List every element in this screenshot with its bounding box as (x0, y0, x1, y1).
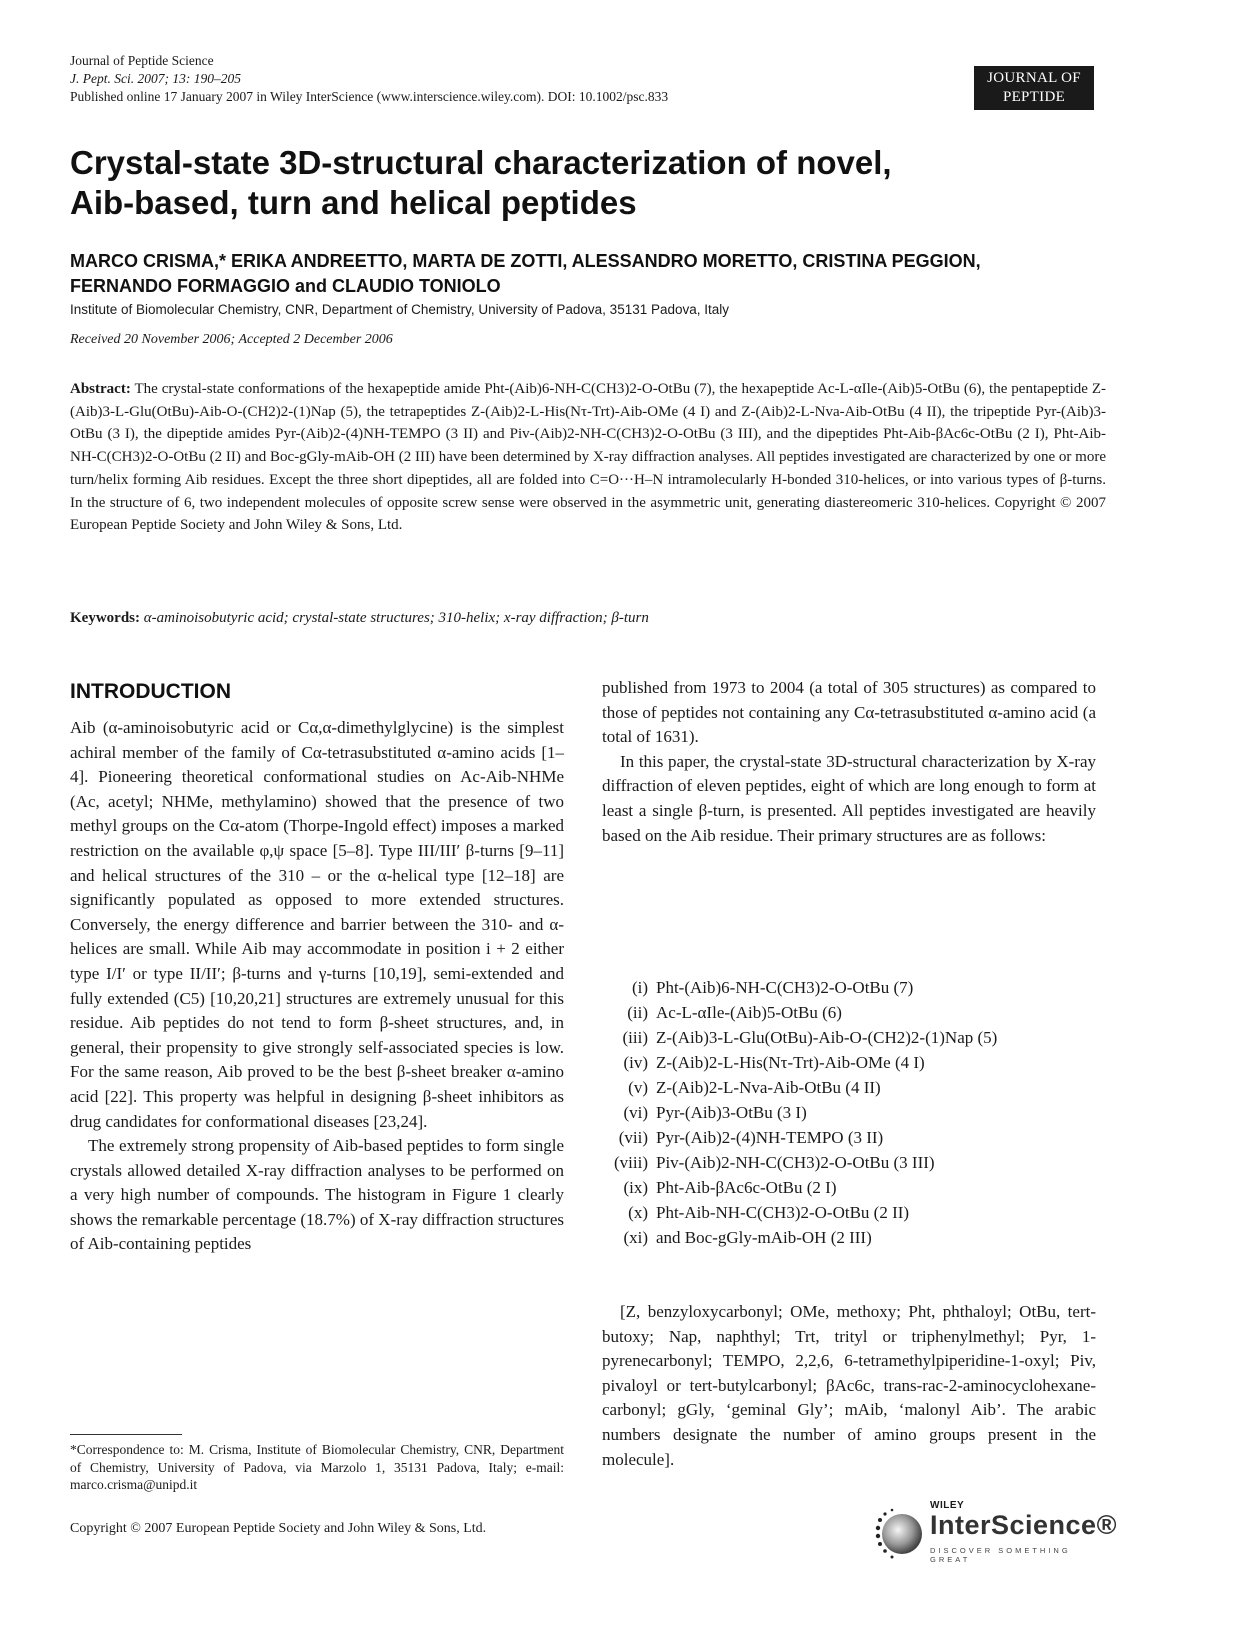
globe-icon (872, 1506, 928, 1562)
list-item: (vi) Pyr-(Aib)3-OtBu (3 I) (623, 1103, 807, 1122)
copyright-notice: Copyright © 2007 European Peptide Society and John Wiley & Sons, Ltd. (70, 1521, 487, 1536)
wiley-interscience-logo (872, 1500, 1117, 1570)
paragraph: The extremely strong propensity of Aib-based peptides to form single crystals allowed detailed X-ray diffraction analyses to be performed on a very high number of compounds. The histogram in Figure 1 clearly shows the remarkable percentage (18.7%) of X-ray diffraction structures of Aib-containing peptides (70, 1136, 564, 1254)
authors-line-1: MARCO CRISMA,* ERIKA ANDREETTO, MARTA DE ZOTTI, ALESSANDRO MORETTO, CRISTINA PEGGION, (70, 251, 981, 271)
section-heading-introduction: INTRODUCTION (70, 680, 231, 703)
keywords (70, 610, 649, 627)
article-title (70, 143, 1110, 223)
paragraph: In this paper, the crystal-state 3D-structural characterization by X-ray diffraction of eleven peptides, eight of which are long enough to form at least a single β-turn, is presented. All peptides investigated are heavily based on the Aib residue. Their primary structures are as follows: (602, 751, 1096, 845)
correspondence-footnote: *Correspondence to: M. Crisma, Institute of Biomolecular Chemistry, CNR, Department of Chemistry, University of Padova, via Marzolo 1, 35131 Padova, Italy; e-mail: marco.crisma@unipd.it (70, 1442, 564, 1492)
list-item: (v) Z-(Aib)2-L-Nva-Aib-OtBu (4 II) (628, 1078, 881, 1097)
list-item: (iv) Z-(Aib)2-L-His(Nτ-Trt)-Aib-OMe (4 I) (623, 1053, 925, 1072)
footnote-rule (70, 1434, 182, 1435)
publication-info: Published online 17 January 2007 in Wiley InterScience (www.interscience.wiley.com). DOI: 10.1002/psc.833 (70, 89, 669, 104)
abstract-label: Abstract: (70, 381, 131, 397)
wiley-wordmark: WILEY (930, 1500, 965, 1511)
paragraph: published from 1973 to 2004 (a total of 305 structures) as compared to those of peptides not containing any Cα-tetrasubstituted α-amino acid (a total of 1631). (602, 678, 1096, 747)
authors-line-2: FERNANDO FORMAGGIO and CLAUDIO TONIOLO (70, 276, 501, 296)
received-dates: Received 20 November 2006; Accepted 2 December 2006 (70, 332, 393, 347)
journal-name: Journal of Peptide Science (70, 53, 214, 68)
author-list (70, 249, 1130, 299)
list-item: (vii) Pyr-(Aib)2-(4)NH-TEMPO (3 II) (618, 1128, 884, 1147)
left-column-body (70, 716, 564, 1257)
journal-logo-line2: PEPTIDE SCIENCE (1001, 89, 1067, 124)
journal-logo (974, 66, 1094, 124)
list-item: (viii) Piv-(Aib)2-NH-C(CH3)2-O-OtBu (3 III) (614, 1153, 935, 1172)
paragraph: Aib (α-aminoisobutyric acid or Cα,α-dimethylglycine) is the simplest achiral member of the family of Cα-tetrasubstituted α-amino acids [1–4]. Pioneering theoretical conformational studies on Ac-Aib-NHMe (Ac, acetyl; NHMe, methylamino) showed that the presence of two methyl groups on the Cα-atom (Thorpe-Ingold effect) imposes a marked restriction on the available φ,ψ space [5–8]. Type III/III′ β-turns [9–11] and helical structures of the 310 – or the α-helical type [12–18] are significantly populated as opposed to more extended structures. Conversely, the energy difference and barrier between the 310- and α-helices are small. While Aib may accommodate in position i + 2 either type I/I′ or type II/II′; β-turns and γ-turns [10,19], semi-extended and fully extended (C5) [10,20,21] structures are extremely unusual for this residue. Aib peptides do not tend to form β-sheet structures, and, in general, their propensity to give strongly self-associated species is low. For the same reason, Aib proved to be the best β-sheet breaker α-amino acid [22]. This property was helpful in designing β-sheet inhibitors as drug candidates for conformational diseases [23,24]. (70, 718, 564, 1131)
journal-logo-line1: JOURNAL OF (987, 70, 1081, 86)
journal-citation: J. Pept. Sci. 2007; 13: 190–205 (70, 71, 241, 86)
keywords-label: Keywords: (70, 610, 140, 626)
list-item: (x) Pht-Aib-NH-C(CH3)2-O-OtBu (2 II) (628, 1203, 910, 1222)
list-item: (i) Pht-(Aib)6-NH-C(CH3)2-O-OtBu (7) (631, 978, 914, 997)
abstract (70, 378, 1106, 537)
peptide-list (602, 975, 997, 1250)
title-line-2: Aib-based, turn and helical peptides (70, 184, 637, 221)
paragraph: [Z, benzyloxycarbonyl; OMe, methoxy; Pht, phthaloyl; OtBu, tert-butoxy; Nap, naphthyl; Trt, trityl or triphenylmethyl; Pyr, 1-pyrenecarbonyl; TEMPO, 2,2,6, 6-tetramethylpiperidine-1-oxyl; Piv, pivaloyl or tert-butylcarbonyl; βAc6c, trans-rac-2-aminocyclohexane-carbonyl; gGly, ‘geminal Gly’; mAib, ‘malonyl Aib’. The arabic numbers designate the number of amino groups present in the molecule]. (602, 1302, 1096, 1469)
interscience-wordmark: InterScience® (930, 1510, 1117, 1540)
list-item: (ii) Ac-L-αIle-(Aib)5-OtBu (6) (627, 1003, 842, 1022)
journal-header (70, 52, 668, 106)
abbreviations-paragraph (602, 1300, 1096, 1472)
list-item: (xi) and Boc-gGly-mAib-OH (2 III) (623, 1228, 872, 1247)
affiliation: Institute of Biomolecular Chemistry, CNR, Department of Chemistry, University of Padova, 35131 Padova, Italy (70, 302, 730, 317)
keywords-text: α-aminoisobutyric acid; crystal-state structures; 310-helix; x-ray diffraction; β-turn (143, 610, 649, 626)
list-item: (iii) Z-(Aib)3-L-Glu(OtBu)-Aib-O-(CH2)2-(1)Nap (5) (622, 1028, 998, 1047)
wiley-tagline: DISCOVER SOMETHING GREAT (930, 1546, 1071, 1564)
right-column-body (602, 676, 1096, 848)
abstract-text: The crystal-state conformations of the hexapeptide amide Pht-(Aib)6-NH-C(CH3)2-O-OtBu (7), the hexapeptide Ac-L-αIle-(Aib)5-OtBu (6), the pentapeptide Z-(Aib)3-L-Glu(OtBu)-Aib-O-(CH2)2-(1)Nap (5), the tetrapeptides Z-(Aib)2-L-His(Nτ-Trt)-Aib-OMe (4 I) and Z-(Aib)2-L-Nva-Aib-OtBu (4 II), the tripeptide Pyr-(Aib)3-OtBu (3 I), the dipeptide amides Pyr-(Aib)2-(4)NH-TEMPO (3 II) and Piv-(Aib)2-NH-C(CH3)2-O-OtBu (3 III), and the dipeptides Pht-Aib-βAc6c-OtBu (2 I), Pht-Aib-NH-C(CH3)2-O-OtBu (2 II) and Boc-gGly-mAib-OH (2 III) have been determined by X-ray diffraction analyses. All peptides investigated are characterized by one or more turn/helix forming Aib residues. Except the three short dipeptides, all are folded into C=O···H–N intramolecularly H-bonded 310-helices, or into various types of β-turns. In the structure of 6, two independent molecules of opposite screw sense were observed in the asymmetric unit, generating diastereomeric 310-helices. Copyright © 2007 European Peptide Society and John Wiley & Sons, Ltd. (70, 381, 1107, 534)
title-line-1: Crystal-state 3D-structural characterization of novel, (70, 144, 892, 181)
list-item: (ix) Pht-Aib-βAc6c-OtBu (2 I) (623, 1178, 837, 1197)
